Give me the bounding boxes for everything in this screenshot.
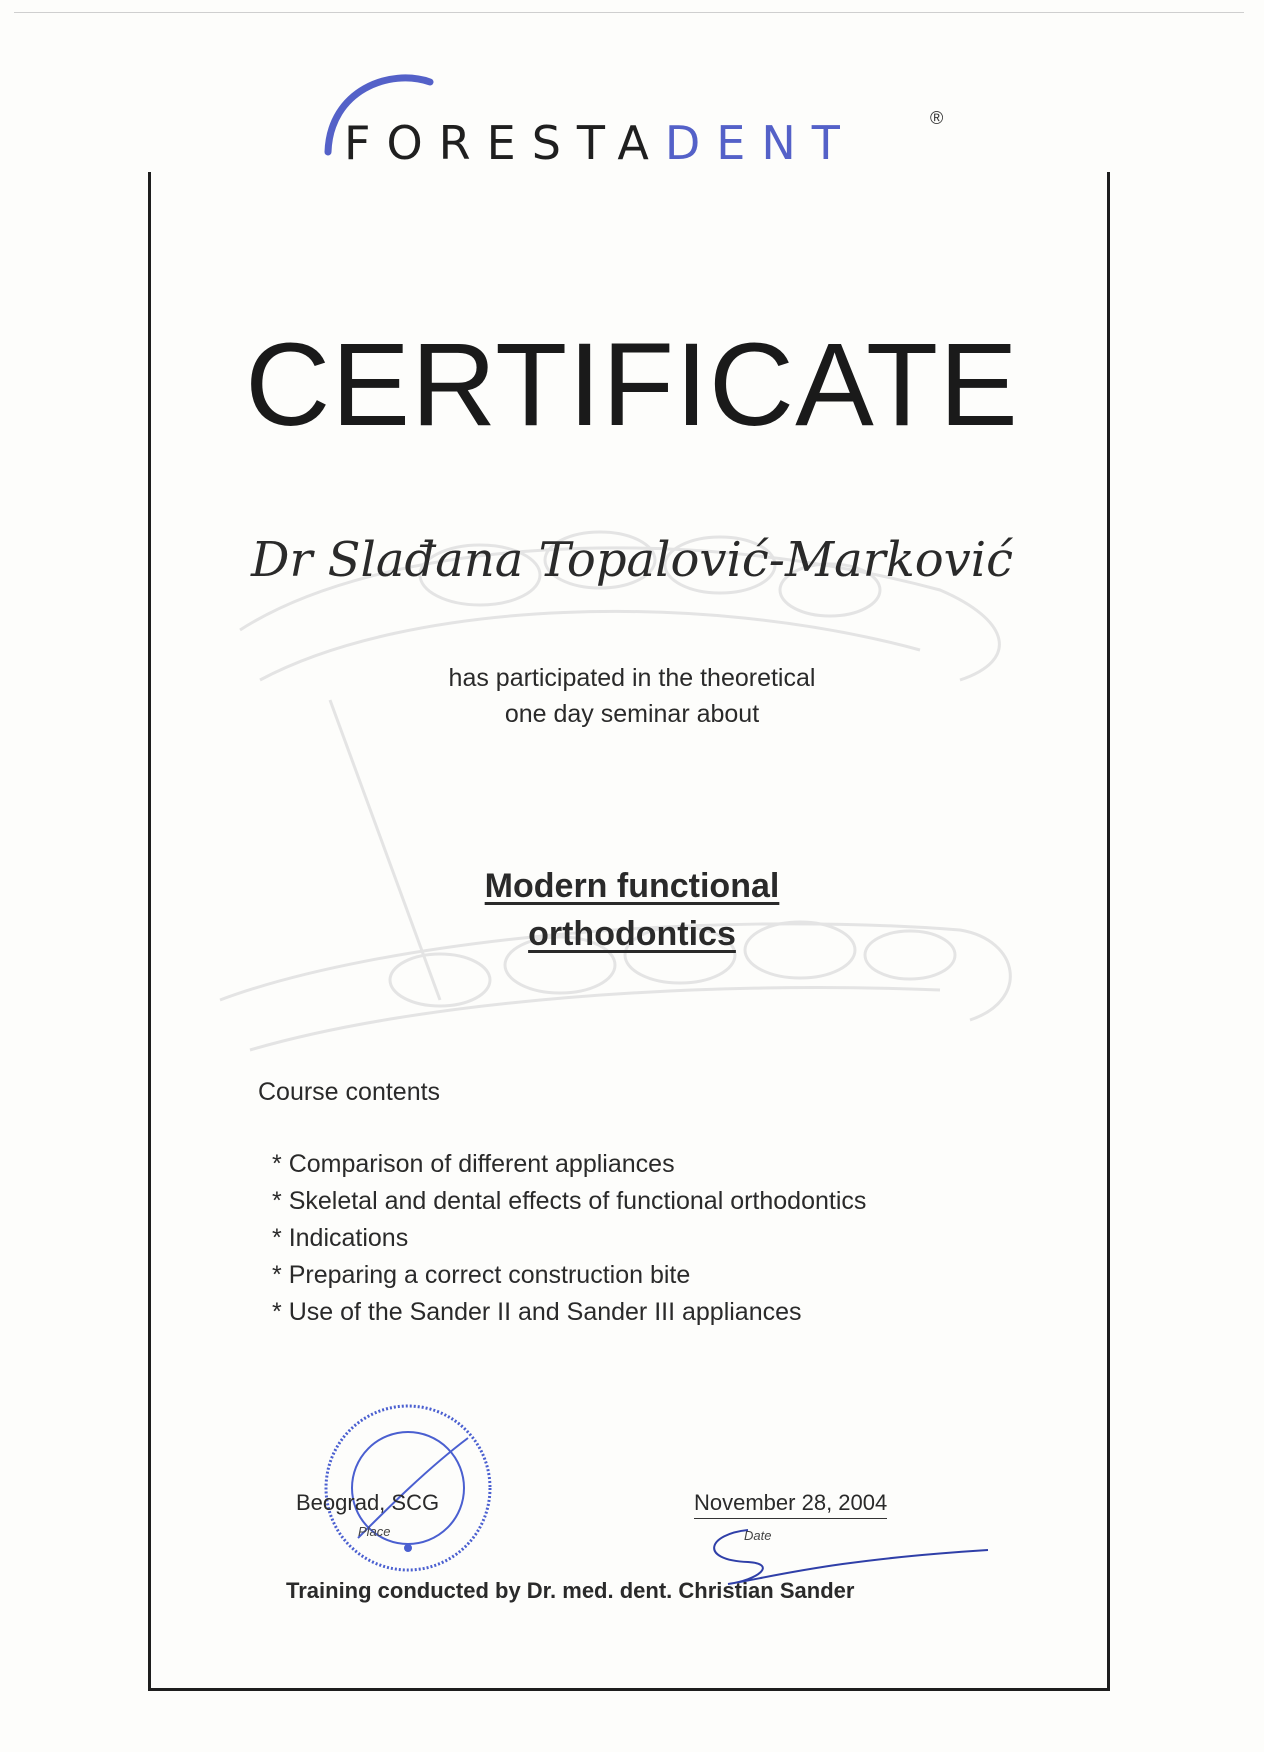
list-item: * Comparison of different appliances [272, 1146, 866, 1183]
place-caption: Place [358, 1524, 391, 1539]
intro-line-1: has participated in the theoretical [448, 664, 816, 692]
course-contents-list [272, 1146, 866, 1331]
recipient-name: Dr Slađana Topalović-Marković [250, 532, 1014, 588]
company-seal-icon [318, 1398, 498, 1578]
logo-text-dent: DENT [664, 116, 856, 170]
logo-text-foresta: FORESTA [344, 116, 665, 170]
list-item: * Skeletal and dental effects of functional orthodontics [272, 1183, 866, 1220]
trainer-line: Training conducted by Dr. med. dent. Christian Sander [286, 1578, 855, 1603]
forestadent-logo [300, 60, 960, 170]
certificate-title: CERTIFICATE [245, 319, 1019, 451]
seminar-title-line-1: Modern functional [484, 867, 780, 905]
registered-mark: ® [930, 108, 944, 128]
list-item: * Preparing a correct construction bite [272, 1257, 866, 1294]
scan-edge-line [14, 12, 1244, 13]
list-item: * Indications [272, 1220, 866, 1257]
seminar-title-line-2: orthodontics [528, 915, 736, 953]
date-value: November 28, 2004 [694, 1490, 887, 1519]
seminar-title [0, 862, 1264, 958]
logo-wordmark [344, 116, 856, 170]
list-item: * Use of the Sander II and Sander III appliances [272, 1294, 866, 1331]
participation-text [0, 660, 1264, 732]
course-contents-heading: Course contents [258, 1078, 441, 1106]
intro-line-2: one day seminar about [504, 700, 760, 728]
place-value: Beograd, SCG [296, 1490, 440, 1515]
date-caption: Date [744, 1528, 772, 1543]
